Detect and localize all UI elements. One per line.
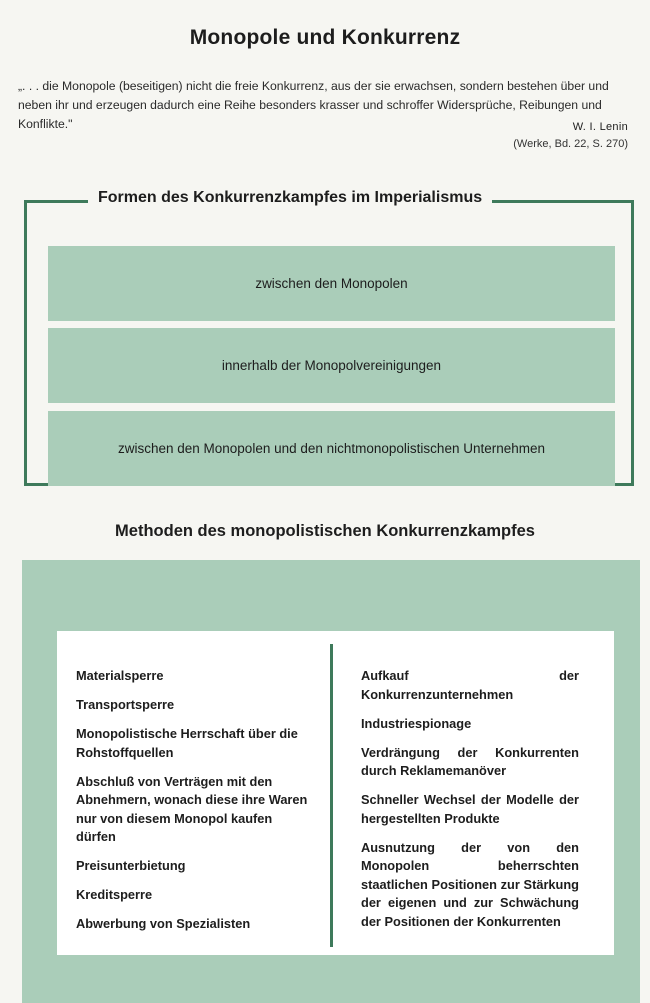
method-item: Kreditsperre — [76, 887, 153, 902]
method-item: Aufkauf der Konkurrenzunternehmen — [361, 668, 579, 702]
methods-heading: Methoden des monopolistischen Konkurrenzkampfes — [115, 522, 535, 540]
method-item: Transportsperre — [76, 697, 175, 712]
forms-box-within-associations: innerhalb der Monopolvereinigungen — [48, 328, 615, 403]
lenin-quote: „. . . die Monopole (beseitigen) nicht die freie Konkurrenz, aus der sie erwachsen, sondern bestehen über und neben ihr und erzeugen dadurch eine Reihe besonders krasser und schroffer Widersprüche, Reibungen und Konflikte." — [18, 79, 609, 131]
quote-source: (Werke, Bd. 22, S. 270) — [513, 138, 628, 150]
method-item: Schneller Wechsel der Modelle der hergestellten Produkte — [361, 792, 579, 826]
method-item: Monopolistische Herrschaft über die Rohstoffquellen — [76, 726, 298, 760]
method-item: Industriespionage — [361, 715, 472, 731]
method-item: Abwerbung von Spezialisten — [76, 916, 251, 931]
method-item: Materialsperre — [76, 668, 164, 683]
forms-box-monopolies-vs-nonmonopolies: zwischen den Monopolen und den nichtmonopolistischen Unternehmen — [48, 411, 615, 486]
column-divider — [330, 644, 333, 947]
forms-heading: Formen des Konkurrenzkampfes im Imperialismus — [88, 189, 492, 207]
methods-left-column — [76, 667, 308, 944]
method-item: Abschluß von Verträgen mit den Abnehmern, wonach diese ihre Waren nur von diesem Monopol kaufen dürfen — [76, 773, 308, 844]
page-title: Monopole und Konkurrenz — [189, 26, 461, 49]
method-item: Verdrängung der Konkurrenten durch Reklamemanöver — [361, 744, 579, 778]
forms-box-between-monopolies: zwischen den Monopolen — [48, 246, 615, 321]
methods-right-column — [361, 667, 579, 942]
method-item: Ausnutzung der von den Monopolen beherrschten staatlichen Positionen zur Stärkung der eigenen und zur Schwächung der Positionen der Konkurrenten — [361, 839, 579, 929]
quote-author: W. I. Lenin — [572, 121, 628, 133]
method-item: Preisunterbietung — [76, 858, 186, 873]
